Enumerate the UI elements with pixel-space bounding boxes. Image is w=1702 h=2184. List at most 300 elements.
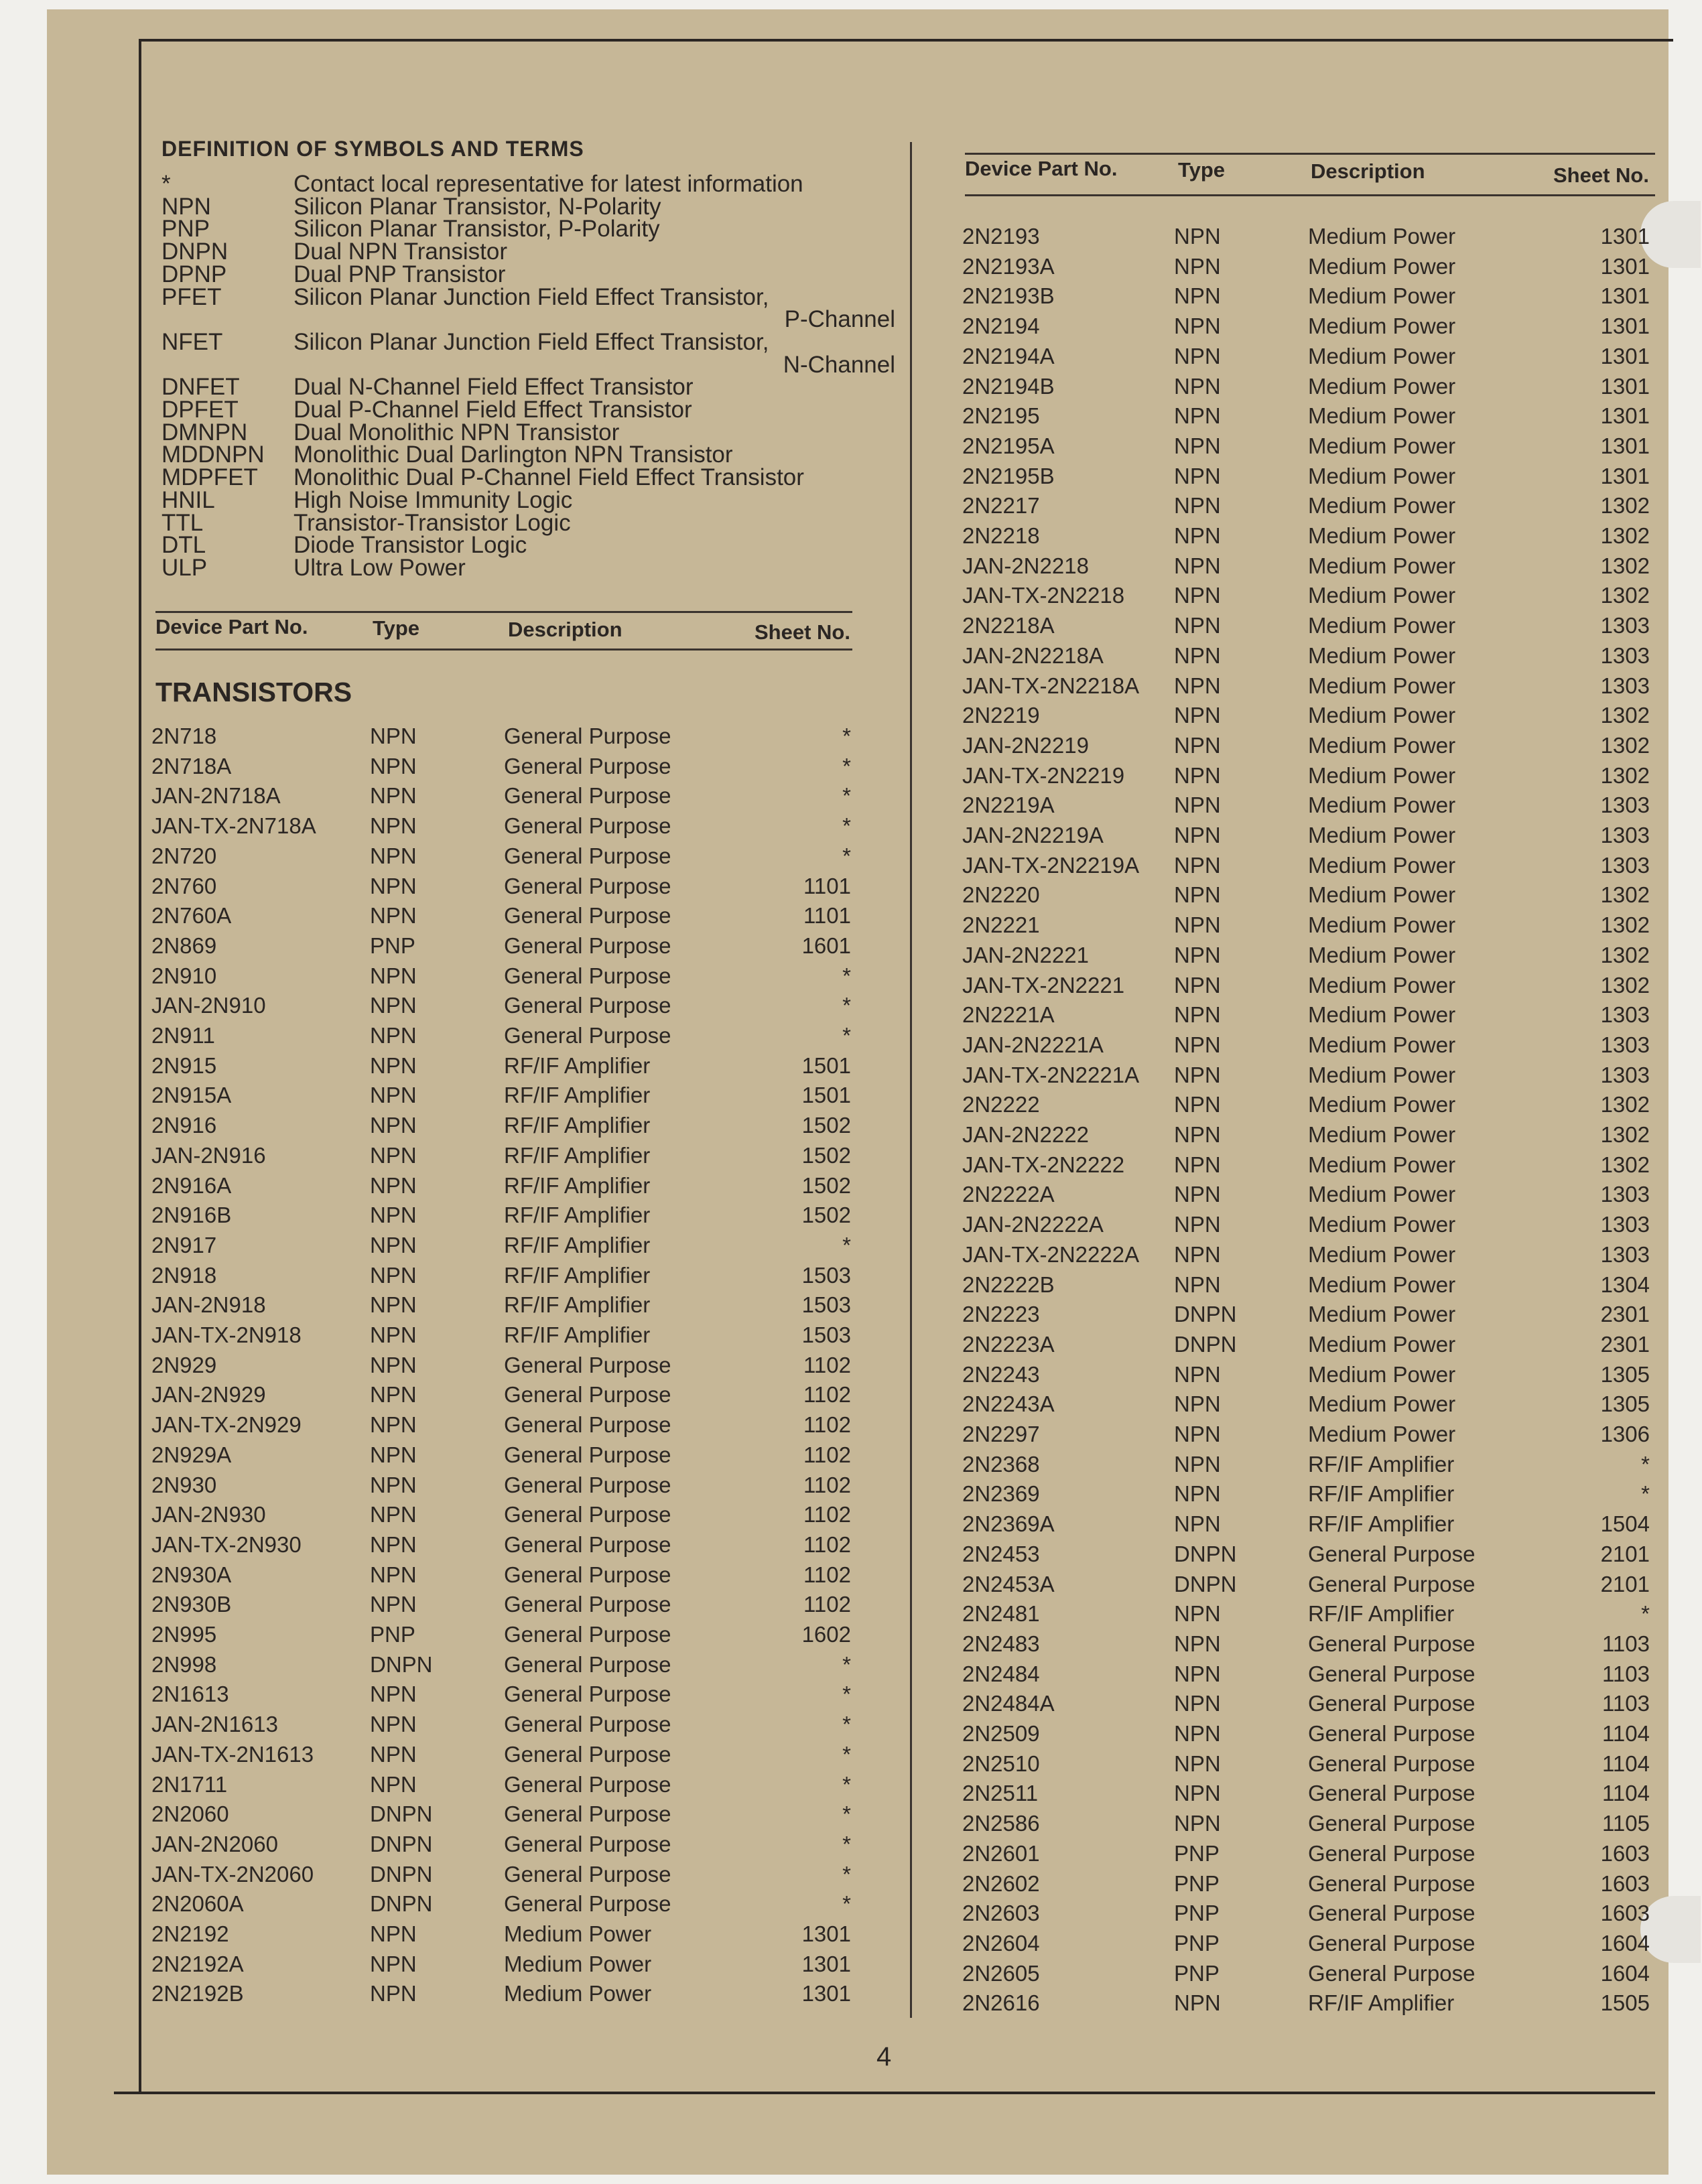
part-number: 2N916B [151,1203,232,1228]
definition-item [161,328,899,355]
type: NPN [370,783,417,809]
sheet-number: 1104 [1602,1751,1650,1776]
type: NPN [370,1382,417,1408]
type: NPN [370,1771,417,1797]
part-number: 2N2195A [962,433,1055,458]
sheet-number: 1302 [1600,912,1650,938]
description: Medium Power [1308,583,1456,608]
sheet-number: 2301 [1600,1331,1650,1357]
description: Medium Power [1308,463,1456,488]
part-number: JAN-2N2222 [962,1122,1089,1147]
sheet-number: 1303 [1600,1212,1650,1237]
sheet-number: 1303 [1600,642,1650,668]
description: General Purpose [504,1442,671,1467]
sheet-number: * [1641,1481,1650,1507]
type: NPN [370,1083,417,1108]
sheet-number: 1302 [1600,1152,1650,1177]
description: Medium Power [1308,1391,1456,1417]
part-number: JAN-TX-2N2060 [151,1861,314,1887]
sheet-number: 1303 [1600,823,1650,847]
type: NPN [1174,1661,1221,1686]
description: Medium Power [1308,493,1456,519]
frame-border-top [139,39,1673,42]
description: General Purpose [1308,1960,1476,1986]
type: NPN [1174,1092,1221,1117]
definition-item [161,554,899,581]
sheet-number: * [1641,1451,1650,1477]
sheet-number: 1302 [1600,523,1650,548]
description: General Purpose [504,813,671,839]
sheet-number: 1502 [801,1203,851,1228]
description: Medium Power [1308,1062,1456,1087]
type: NPN [370,1951,417,1976]
part-number: 2N2060 [151,1801,229,1827]
sheet-number: 1301 [1600,463,1650,488]
description: General Purpose [504,933,671,958]
type: NPN [1174,1212,1221,1237]
type: NPN [1174,942,1221,967]
sheet-number: 1103 [1602,1631,1650,1656]
sheet-number: 1302 [1600,972,1650,998]
sheet-number: 1104 [1602,1721,1650,1746]
description: General Purpose [504,1531,671,1557]
header-rule-bottom [155,649,852,651]
part-number: 2N2192B [151,1981,244,2006]
type: NPN [370,873,417,898]
sheet-number: 1102 [803,1562,851,1587]
type: NPN [1174,253,1221,279]
description: Medium Power [1308,613,1456,638]
description: Medium Power [1308,373,1456,399]
sheet-number: 1302 [1600,583,1650,608]
description: General Purpose [1308,1691,1476,1716]
header-part: Device Part No. [965,157,1118,180]
part-number: 2N720 [151,843,217,868]
definition-item [161,238,899,265]
sheet-number: 1302 [1600,1092,1650,1117]
description: Medium Power [1308,224,1456,249]
sheet-number: 1302 [1600,553,1650,578]
part-number: 2N760A [151,903,232,929]
description: Medium Power [1308,882,1456,908]
type: NPN [370,1502,417,1527]
part-number: 2N917 [151,1232,217,1257]
definition-text: Monolithic Dual Darlington NPN Transistor [293,441,733,468]
type: NPN [370,1741,417,1767]
description: General Purpose [504,1502,671,1527]
sheet-number: 1101 [803,873,851,898]
type: NPN [370,1562,417,1587]
description: Medium Power [504,1951,652,1976]
type: NPN [1174,1751,1221,1776]
part-number: JAN-2N2218A [962,642,1104,668]
type: NPN [370,1292,417,1318]
type: NPN [370,993,417,1018]
part-number: 2N2509 [962,1721,1040,1746]
definition-text: Dual N-Channel Field Effect Transistor [293,374,694,401]
description: Medium Power [1308,642,1456,668]
header-type: Type [373,616,420,640]
column-divider [910,142,912,2018]
type: NPN [1174,912,1221,938]
sheet-number: 1501 [801,1052,851,1078]
part-number: 2N2368 [962,1451,1040,1477]
sheet-number: 1601 [801,933,851,958]
part-number: 2N2060A [151,1891,244,1917]
type: NPN [1174,403,1221,429]
type: NPN [1174,732,1221,758]
sheet-number: * [842,1831,851,1856]
definition-text: Transistor-Transistor Logic [293,509,571,536]
description: General Purpose [504,1592,671,1617]
part-number: 2N2217 [962,493,1040,519]
part-number: 2N915 [151,1052,217,1078]
type: NPN [1174,1361,1221,1387]
type: NPN [370,1592,417,1617]
description: Medium Power [504,1921,652,1946]
part-number: 2N911 [151,1023,215,1048]
sheet-number: 1301 [801,1951,851,1976]
sheet-number: 1503 [801,1292,851,1318]
sheet-number: 1304 [1600,1272,1650,1297]
type: PNP [370,933,415,958]
type: NPN [370,1052,417,1078]
type: NPN [370,753,417,778]
sheet-number: * [842,724,851,748]
description: Medium Power [1308,703,1456,728]
part-number: 2N1711 [151,1771,228,1797]
sheet-number: * [842,1023,851,1048]
type: NPN [1174,373,1221,399]
description: General Purpose [504,963,671,988]
sheet-number: 1603 [1600,1901,1650,1926]
part-number: 2N918 [151,1262,217,1288]
description: Medium Power [1308,253,1456,279]
description: Medium Power [1308,972,1456,998]
sheet-number: 1103 [1602,1661,1650,1686]
section-title: TRANSISTORS [155,677,352,707]
part-number: JAN-2N929 [151,1382,266,1408]
part-number: 2N2193B [962,283,1055,309]
type: NPN [1174,1391,1221,1417]
type: PNP [1174,1960,1220,1986]
definitions-list [161,173,899,579]
type: NPN [1174,1272,1221,1297]
part-number: 2N2192A [151,1951,244,1976]
description: Medium Power [1308,523,1456,548]
definition-item [161,218,899,241]
type: NPN [1174,972,1221,998]
part-number: 2N910 [151,963,217,988]
type: NPN [370,724,417,748]
description: Medium Power [1308,912,1456,938]
type: NPN [1174,703,1221,728]
type: NPN [1174,762,1221,788]
part-number: 2N915A [151,1083,232,1108]
part-number: JAN-TX-2N2219 [962,762,1125,788]
sheet-number: 1301 [1600,253,1650,279]
definition-text: Monolithic Dual P-Channel Field Effect Transistor [293,464,804,491]
description: Medium Power [1308,403,1456,429]
description: General Purpose [1308,1541,1476,1566]
type: DNPN [1174,1541,1237,1566]
description: General Purpose [1308,1840,1476,1866]
part-number: 2N930A [151,1562,232,1587]
part-number: JAN-TX-2N918 [151,1322,302,1347]
sheet-number: * [842,1801,851,1827]
sheet-number: 1505 [1600,1990,1650,2016]
sheet-number: 1301 [1600,373,1650,399]
type: NPN [1174,553,1221,578]
part-number: 2N2218A [962,613,1055,638]
type: PNP [370,1622,415,1647]
sheet-number: 1102 [803,1472,851,1497]
type: NPN [1174,463,1221,488]
description: General Purpose [1308,1721,1476,1746]
part-number: 2N2605 [962,1960,1040,1986]
type: NPN [370,1322,417,1347]
part-number: 2N2484A [962,1691,1055,1716]
part-number: 2N2484 [962,1661,1040,1686]
definition-abbr: DNFET [161,374,240,401]
type: NPN [370,813,417,839]
definition-item [161,466,899,489]
sheet-number: 1301 [1600,343,1650,368]
sheet-number: 1302 [1600,703,1650,728]
description: General Purpose [504,1891,671,1917]
frame-border-left [139,39,141,2093]
sheet-number: * [842,1771,851,1797]
description: RF/IF Amplifier [1308,1601,1455,1627]
description: General Purpose [504,1412,671,1438]
sheet-number: 1303 [1600,793,1650,818]
sheet-number: 1103 [1602,1691,1650,1716]
sheet-number: 1303 [1600,613,1650,638]
part-number: 2N2510 [962,1751,1040,1776]
header-rule-top [965,153,1655,155]
sheet-number: * [842,1651,851,1677]
description: RF/IF Amplifier [1308,1511,1455,1537]
part-number: 2N916 [151,1113,217,1138]
description: Medium Power [1308,942,1456,967]
part-number: JAN-TX-2N2221A [962,1062,1140,1087]
sheet-number: 1602 [801,1622,851,1647]
sheet-number: 1102 [803,1592,851,1617]
description: General Purpose [1308,1811,1476,1836]
sheet-number: 1104 [1602,1781,1650,1806]
description: Medium Power [1308,1422,1456,1446]
description: General Purpose [504,1741,671,1767]
description: General Purpose [1308,1751,1476,1776]
description: RF/IF Amplifier [504,1172,651,1198]
type: NPN [1174,1511,1221,1537]
part-number: 2N2220 [962,882,1040,908]
description: General Purpose [504,1712,671,1737]
part-number: JAN-TX-2N2218A [962,673,1140,698]
description: Medium Power [1308,1361,1456,1387]
sheet-number: 1302 [1600,493,1650,519]
sheet-number: 2101 [1600,1571,1650,1596]
sheet-number: 1302 [1600,732,1650,758]
type: NPN [370,1442,417,1467]
type: DNPN [1174,1331,1237,1357]
description: General Purpose [1308,1930,1476,1956]
description: RF/IF Amplifier [504,1292,651,1318]
sheet-number: 1604 [1600,1960,1650,1986]
description: Medium Power [1308,343,1456,368]
type: PNP [1174,1840,1220,1866]
sheet-number: 1102 [803,1412,851,1438]
description: Medium Power [1308,673,1456,698]
sheet-number: 1301 [1600,283,1650,309]
type: NPN [370,1232,417,1257]
part-number: 2N2616 [962,1990,1040,2016]
definition-text: Diode Transistor Logic [293,532,527,559]
part-number: 2N2511 [962,1781,1039,1806]
type: NPN [1174,583,1221,608]
sheet-number: 1302 [1600,1122,1650,1147]
type: NPN [1174,493,1221,519]
part-number: 2N2223A [962,1331,1055,1357]
sheet-number: 1102 [803,1382,851,1408]
part-number: 2N916A [151,1172,232,1198]
part-number: 2N718 [151,724,217,748]
description: RF/IF Amplifier [504,1322,651,1347]
part-number: 2N2219A [962,793,1055,818]
part-number: JAN-2N2218 [962,553,1089,578]
description: General Purpose [504,753,671,778]
type: NPN [370,1712,417,1737]
header-part: Device Part No. [155,615,308,638]
type: NPN [370,963,417,988]
description: Medium Power [1308,1302,1456,1327]
description: General Purpose [504,1023,671,1048]
description: General Purpose [504,1771,671,1797]
sheet-number: 1303 [1600,673,1650,698]
sheet-number: 1301 [1600,403,1650,429]
header-description: Description [1311,159,1425,183]
type: NPN [370,1921,417,1946]
sheet-number: 1301 [801,1981,851,2006]
description: General Purpose [504,843,671,868]
part-number: 2N2195 [962,403,1040,429]
header-rule-top [155,611,852,613]
description: General Purpose [504,1651,671,1677]
sheet-number: 2101 [1600,1541,1650,1566]
definition-text: Silicon Planar Transistor, N-Polarity [293,193,661,220]
part-number: 2N2195B [962,463,1055,488]
part-number: JAN-2N930 [151,1502,266,1527]
type: NPN [370,1472,417,1497]
sheet-number: 1303 [1600,1002,1650,1028]
part-number: JAN-TX-2N2221 [962,972,1125,998]
type: NPN [1174,1241,1221,1267]
part-number: JAN-2N2221 [962,942,1089,967]
sheet-number: 1302 [1600,762,1650,788]
definition-text: Silicon Planar Junction Field Effect Transistor, [293,328,769,355]
type: NPN [1174,1122,1221,1147]
description: Medium Power [1308,1092,1456,1117]
description: General Purpose [504,724,671,748]
part-number: 2N2453A [962,1571,1055,1596]
definition-item [161,509,899,536]
definition-abbr: MDPFET [161,464,258,491]
description: General Purpose [504,903,671,929]
description: Medium Power [1308,1122,1456,1147]
part-number: 2N2194B [962,373,1055,399]
part-number: 2N930B [151,1592,232,1617]
type: NPN [1174,673,1221,698]
definition-text: Dual NPN Transistor [293,238,507,265]
type: DNPN [370,1801,433,1827]
definition-item [161,283,899,310]
type: NPN [370,1172,417,1198]
header-sheet: Sheet No. [1553,163,1649,187]
sheet-number: 1301 [1600,314,1650,339]
description: RF/IF Amplifier [504,1052,651,1078]
description: RF/IF Amplifier [504,1232,651,1257]
part-number: JAN-2N2222A [962,1212,1104,1237]
sheet-number: 1301 [1600,433,1650,458]
part-number: 2N2192 [151,1921,229,1946]
sheet-number: 1603 [1600,1840,1650,1866]
sheet-number: 1504 [1600,1511,1650,1537]
part-number: JAN-TX-2N930 [151,1531,302,1557]
definition-item [161,534,899,557]
description: Medium Power [1308,553,1456,578]
type: NPN [1174,1990,1221,2016]
sheet-number: 1305 [1600,1391,1650,1417]
description: General Purpose [1308,1571,1476,1596]
sheet-number: * [842,753,851,778]
description: General Purpose [504,1352,671,1377]
part-number: 2N929 [151,1352,217,1377]
part-number: 2N2223 [962,1302,1040,1327]
description: General Purpose [1308,1631,1476,1656]
sheet-number: 1303 [1600,1032,1650,1057]
description: Medium Power [1308,1272,1456,1297]
description: RF/IF Amplifier [504,1142,651,1168]
sheet-number: 1303 [1600,1182,1650,1207]
definition-text: Silicon Planar Transistor, P-Polarity [293,216,660,243]
description: General Purpose [1308,1781,1476,1806]
sheet-number: 1603 [1600,1870,1650,1896]
part-number: 2N718A [151,753,232,778]
type: NPN [370,1203,417,1228]
part-number: JAN-TX-2N2218 [962,583,1125,608]
header-type: Type [1178,158,1226,182]
sheet-number: 1102 [803,1502,851,1527]
type: NPN [1174,793,1221,818]
type: NPN [1174,1721,1221,1746]
sheet-number: 1305 [1600,1361,1650,1387]
sheet-number: 1105 [1602,1811,1650,1836]
part-number: 2N1613 [151,1682,229,1707]
type: NPN [1174,1182,1221,1207]
definition-abbr: PFET [161,283,222,310]
part-number: JAN-2N718A [151,783,281,809]
definition-item [161,193,899,220]
definition-item [161,399,899,421]
description: Medium Power [1308,732,1456,758]
part-number: 2N2297 [962,1422,1040,1446]
definition-abbr: NPN [161,193,211,220]
definition-item [161,443,899,466]
sheet-number: 1502 [801,1172,851,1198]
header-rule-bottom [965,194,1655,196]
description: General Purpose [504,873,671,898]
sheet-number: 1301 [801,1921,851,1946]
